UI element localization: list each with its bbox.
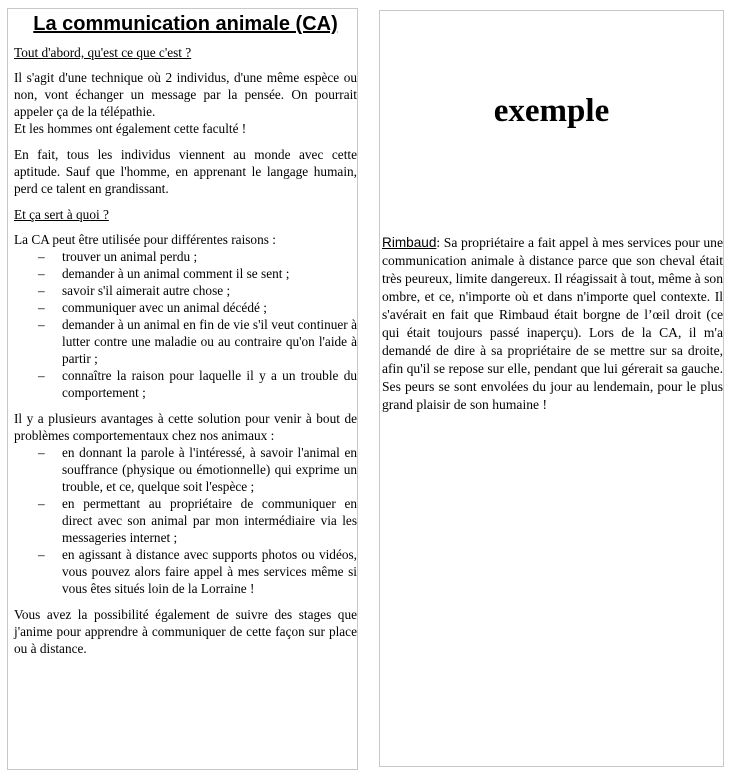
question-what-for: Et ça sert à quoi ?: [14, 207, 109, 222]
definition-paragraph-end: Et les hommes ont également cette faculté !: [14, 121, 247, 136]
reasons-intro: La CA peut être utilisée pour différentes raisons :: [14, 232, 276, 247]
page-title: La communication animale (CA): [33, 13, 338, 35]
list-item: – en agissant à distance avec supports photos ou vidéos, vous pouvez alors faire appel à mes services même si vous êtes situés loin de la Lorraine !: [38, 547, 357, 596]
left-column: [7, 8, 358, 770]
story-text: : Sa propriétaire a fait appel à mes services pour une communication animale à distance parce que son cheval était très peureux, limite dangereux. Il réagissait à tout, même à son ombre, et ce, n'importe où et dans n'importe quel contexte. Il s'avérait en fait que Rimbaud était borgne de l’œil droit (ce qui était toujours passé inaperçu). Lors de la CA, il m'a demandé de dire à sa propriétaire de se mettre sur sa droite, afin qu'il se repose sur elle, pendant que lui gérerait sa gauche. Ses peurs se sont envolées du jour au lendemain, pour le plus grand plaisir de son humaine !: [382, 235, 723, 412]
column-divider: [380, 458, 723, 470]
question-what-is-it: Tout d'abord, qu'est ce que c'est ?: [14, 45, 192, 60]
example-title: exemple: [493, 93, 610, 129]
list-item: – demander à un animal comment il se sent ;: [38, 266, 290, 281]
reasons-list: [14, 248, 357, 401]
list-item: – demander à un animal en fin de vie s'il veut continuer à lutter contre une maladie ou au contraire qu'on l'aide à partir ;: [38, 317, 357, 366]
horse-name: Rimbaud: [382, 235, 437, 250]
advantages-list: [14, 444, 357, 597]
aptitude-paragraph: En fait, tous les individus viennent au monde avec cette aptitude. Sauf que l'homme, en apprenant le langage humain, perd ce talent en grandissant.: [14, 147, 357, 196]
list-item: – en donnant la parole à l'intéressé, à savoir l'animal en souffrance (physique ou émotionnelle) qui exprime un trouble, et ce, quelque soit l'espèce ;: [38, 445, 357, 494]
list-item: – en permettant au propriétaire de communiquer en direct avec son animal par mon intermédiaire via les messageries internet ;: [38, 496, 357, 545]
list-item: – communiquer avec un animal décédé ;: [38, 300, 267, 315]
list-item: – savoir s'il aimerait autre chose ;: [38, 283, 231, 298]
advantages-intro: Il y a plusieurs avantages à cette solution pour venir à bout de problèmes comportementaux chez nos animaux :: [14, 411, 357, 443]
right-column: [379, 10, 724, 767]
list-item: – connaître la raison pour laquelle il y a un trouble du comportement ;: [38, 368, 357, 400]
list-item: – trouver un animal perdu ;: [38, 249, 198, 264]
definition-paragraph: Il s'agit d'une technique où 2 individus, d'une même espèce ou non, vont échanger un message par la pensée. On pourrait appeler ça de la télépathie.: [14, 70, 357, 119]
example-story: [382, 234, 723, 414]
stages-paragraph: Vous avez la possibilité également de suivre des stages que j'anime pour apprendre à communiquer de cette façon sur place ou à distance.: [14, 607, 357, 656]
